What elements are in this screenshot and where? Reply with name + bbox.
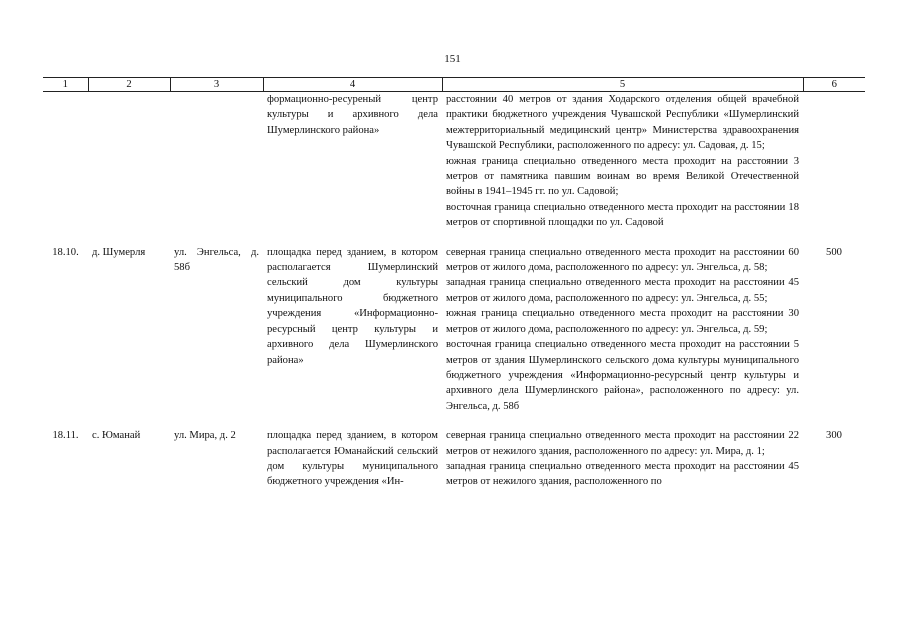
row-spacer [43,414,865,428]
settlement-name: с. Юманай [92,430,141,442]
column-header: 2 [88,78,170,92]
places-table [43,77,865,490]
boundaries-cell [442,245,803,414]
column-header: 1 [43,78,88,92]
table-header-row [43,78,865,92]
boundary-text: северная граница специально отведенного места проходит на расстоянии 60 метров от жилого дома, расположенного по адресу: ул. Энгельса, д. 58; [446,246,799,274]
settlement-name: д. Шумерля [92,246,146,258]
row-number [43,92,88,231]
page-number: 151 [444,53,461,65]
area-value [803,92,865,231]
boundary-text: восточная граница специально отведенного места проходит на расстоянии 18 метров от спортивной площадки по ул. Садовой [446,201,799,229]
boundary-text: западная граница специально отведенного места проходит на расстоянии 45 метров от нежилого здания, расположенного по [446,460,799,488]
column-header: 4 [263,78,442,92]
place-description: площадка перед зданием, в котором располагается Юманайский сельский дом культуры муниципального бюджетного учреждения «Ин- [267,430,438,488]
boundary-text: восточная граница специально отведенного места проходит на расстоянии 5 метров от здания Шумерлинского сельского дома культуры муниципального бюджетного учреждения «Информационно-ресурсный центр культуры и архивного дела Шумерлинского района», расположенного по адресу: ул. Энгельса, д. 58б [446,339,799,412]
place-description: формационно-ресуреный центр культуры и архивного дела Шумерлинского района» [267,94,438,136]
table-row [43,92,865,231]
row-number: 18.11. [52,430,79,442]
column-header: 3 [170,78,263,92]
boundary-text: южная граница специально отведенного места проходит на расстоянии 30 метров от жилого дома, расположенного по адресу: ул. Энгельса, д. 59; [446,308,799,335]
boundary-text: западная граница специально отведенного места проходит на расстоянии 45 метров от жилого дома, расположенного по адресу: ул. Энгельса, д. 55; [446,277,799,304]
place-description: площадка перед зданием, в котором располагается Шумерлинский сельский дом культуры муниципального бюджетного учреждения «Информационно-ресурсный центр культуры и архивного дела Шумерлинского района» [267,246,438,366]
row-number: 18.10. [52,246,79,258]
row-spacer [43,231,865,245]
table-row [43,428,865,490]
table-row [43,245,865,414]
address [170,92,263,231]
column-header: 5 [442,78,803,92]
boundary-text: северная граница специально отведенного места проходит на расстоянии 22 метров от нежилого здания, расположенного по адресу: ул. Мира, д. 1; [446,430,799,457]
boundary-text: южная граница специально отведенного места проходит на расстоянии 3 метров от памятника павшим воинам во время Великой Отечественной войны в 1941–1945 гг. по ул. Садовой; [446,155,799,198]
boundaries-cell [442,428,803,490]
boundary-text: расстоянии 40 метров от здания Ходарского отделения общей врачебной практики бюджетного учреждения Чувашской Республики «Шумерлинский межтерриториальный медицинский центр» Министерства здравоохранения Чувашской Республики, расположенного по адресу: ул. Садовая, д. 15; [446,94,799,152]
settlement-name [88,92,170,231]
address: ул. Энгельса, д. 58б [174,246,259,274]
address: ул. Мира, д. 2 [174,430,236,442]
boundaries-cell [442,92,803,231]
area-value: 500 [826,246,842,258]
area-value: 300 [826,430,842,442]
column-header: 6 [803,78,865,92]
